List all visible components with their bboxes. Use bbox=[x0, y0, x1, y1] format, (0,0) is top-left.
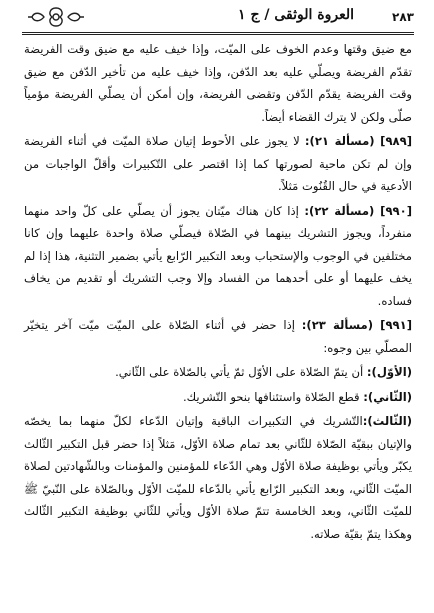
page-number: ٢٨٣ bbox=[392, 10, 414, 24]
option-first-text: أن يتمّ الصّلاة على الأوّل ثمّ يأتي بالصّلاة على الثّاني. bbox=[115, 365, 367, 379]
paragraph-intro: مع ضيق وقتها وعدم الخوف على الميّت، وإذا خيف عليه مع ضيق وقت الفريضة تقدّم الفريضة ويصلّي عليه بعد الدّفن، وإذا خيف عليه من تأخير الدّفن مع ضيق وقت الفريضة يقدّم الدّفن وتقضى الفريضة، وإن أمكن أن يصلّي الفريضة مؤمياً صلّى ولكن لا يترك القضاء أيضاً. bbox=[24, 42, 412, 124]
problem-991-text: إذا حضر في أثناء الصّلاة على الميّت ميّت آخر يتخيّر المصلّي بين وجوه: bbox=[24, 318, 412, 355]
problem-989-label: [٩٨٩] (مسألة ٢١): bbox=[304, 134, 412, 148]
option-third-text: التّشريك في التكبيرات الباقية وإتيان الدّعاء لكلّ منهما بما يخصّه والإتيان ببقيّة الصّلاة للثّاني بعد تمام صلاة الأوّل، مَثلاً إذا حضر قبل التكبير الثّالث يكبّر ويأتي بوظيفة صلاة الأوّل وهي الدّعاء للمؤمنين والمؤمنات وبالشّهادتين لصلاة الميّت الثّاني، وبعد التكبير الرّابع يأتي بالدّعاء للميّت الأوّل وبالصّلاة على النّبيّ ﷺ للميّت الثّاني، وبعد الخامسة تتمّ صلاة الأوّل ويأتي للثّاني بوظيفة التكبير الثّالث وهكذا يتمّ بقيّة صلاته. bbox=[24, 414, 412, 541]
problem-989 bbox=[24, 130, 412, 198]
problem-991 bbox=[24, 314, 412, 359]
problem-991-label: [٩٩١] (مسألة ٢٣): bbox=[301, 318, 412, 332]
running-header bbox=[22, 4, 414, 36]
option-second-label: (الثّاني): bbox=[363, 389, 412, 404]
problem-990 bbox=[24, 200, 412, 313]
header-rule bbox=[22, 32, 414, 35]
option-second bbox=[24, 386, 412, 409]
problem-990-text: إذا كان هناك ميّتان يجوز أن يصلّي على كلّ واحد منهما منفرداً، ويجوز التشريك بينهما في الصّلاة فيصلّي صلاة واحدة عليهما وإن كانا مختلفين في الوجوب والإستحباب وبعد التكبير الرّابع يأتي بضمير التثنية، هذا إذا لم يخف عليهما أو على أحدهما من الفساد وإلا وجب التشريك أو تقديم من يخاف فساده. bbox=[24, 203, 412, 308]
problem-989-text: لا يجوز على الأحوط إتيان صلاة الميّت في أثناء الفريضة وإن لم تكن ماحية لصورتها كما إذا اقتصر على التّكبيرات وأقلّ الواجبات من الأدعية في حال القُنُوت مَثلاً. bbox=[24, 134, 412, 193]
option-first bbox=[24, 361, 412, 384]
option-first-label: (الأوّل): bbox=[366, 365, 412, 379]
floral-ornament-icon bbox=[26, 4, 86, 32]
option-second-text: قطع الصّلاة واستئنافها بنحو التّشريك. bbox=[182, 389, 364, 404]
problem-990-label: [٩٩٠] (مسألة ٢٢): bbox=[304, 203, 412, 218]
book-title: العروة الوثقى / ج ١ bbox=[238, 7, 354, 23]
option-third-label: (الثّالث): bbox=[362, 414, 412, 428]
option-third bbox=[24, 410, 412, 545]
page-body bbox=[24, 38, 412, 601]
